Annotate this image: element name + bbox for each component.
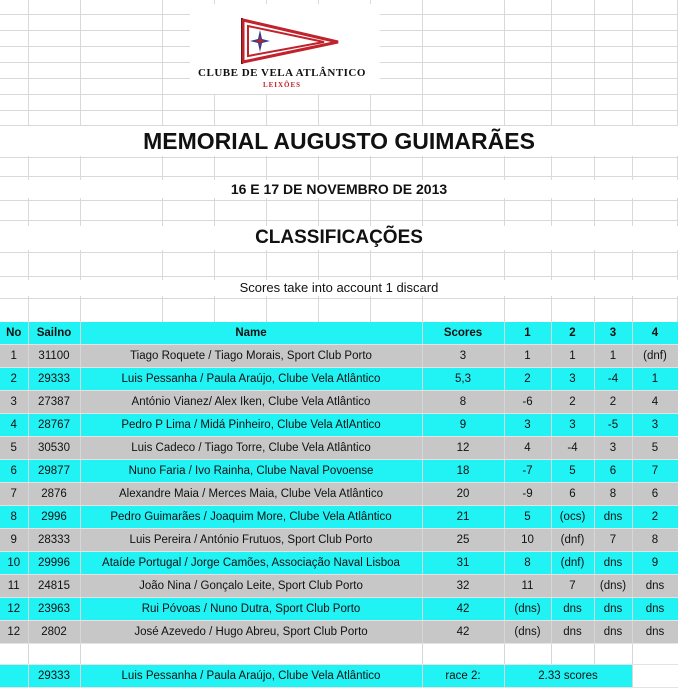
col-header-name: Name xyxy=(80,322,422,345)
cell-race-1: -9 xyxy=(504,483,551,506)
cell-name: José Azevedo / Hugo Abreu, Sport Club Porto xyxy=(80,621,422,644)
cell-race-2: 3 xyxy=(551,414,594,437)
cell-no: 11 xyxy=(0,575,28,598)
cell-scores: 32 xyxy=(422,575,504,598)
cell-race-4: 7 xyxy=(632,460,678,483)
cell-sailno: 30530 xyxy=(28,437,80,460)
cell-scores: 25 xyxy=(422,529,504,552)
table-row xyxy=(0,437,678,460)
cell-race-1: 4 xyxy=(504,437,551,460)
cell-no: 4 xyxy=(0,414,28,437)
col-header-race-2: 2 xyxy=(551,322,594,345)
cell-no: 8 xyxy=(0,506,28,529)
event-dates: 16 E 17 DE NOVEMBRO DE 2013 xyxy=(0,180,678,198)
cell-race-3: -5 xyxy=(594,414,632,437)
club-city: LEIXÕES xyxy=(262,81,302,89)
cell-race-4: 3 xyxy=(632,414,678,437)
table-row xyxy=(0,575,678,598)
cell-race-2: dns xyxy=(551,598,594,621)
table-row xyxy=(0,621,678,644)
cell-no: 3 xyxy=(0,391,28,414)
cell-race-4: 2 xyxy=(632,506,678,529)
cell-race-1: 1 xyxy=(504,345,551,368)
cell-sailno: 2802 xyxy=(28,621,80,644)
cell-race-3: dns xyxy=(594,552,632,575)
cell-scores: 18 xyxy=(422,460,504,483)
cell-race-1: 5 xyxy=(504,506,551,529)
table-row xyxy=(0,460,678,483)
cell-sailno: 29996 xyxy=(28,552,80,575)
scoring-note: Scores take into account 1 discard xyxy=(0,280,678,296)
col-header-race-3: 3 xyxy=(594,322,632,345)
cell-race-3: dns xyxy=(594,598,632,621)
cell-race-4: dns xyxy=(632,575,678,598)
cell-race-1: (dns) xyxy=(504,621,551,644)
cell-name: Luis Pessanha / Paula Araújo, Clube Vela Atlântico xyxy=(80,368,422,391)
col-header-sailno: Sailno xyxy=(28,322,80,345)
cell-race-4: dns xyxy=(632,598,678,621)
cell-race-4: 8 xyxy=(632,529,678,552)
cell-race-2: -4 xyxy=(551,437,594,460)
cell-scores: 31 xyxy=(422,552,504,575)
results-table xyxy=(0,322,678,688)
cell-race-1: 3 xyxy=(504,414,551,437)
spacer-row xyxy=(0,644,678,665)
cell-race-1: -6 xyxy=(504,391,551,414)
page-title: MEMORIAL AUGUSTO GUIMARÃES xyxy=(0,126,678,156)
cell-name: Pedro P Lima / Midá Pinheiro, Clube Vela AtlAntico xyxy=(80,414,422,437)
cell-sailno: 31100 xyxy=(28,345,80,368)
cell-name: Alexandre Maia / Merces Maia, Clube Vela Atlântico xyxy=(80,483,422,506)
cell-name: Luis Pereira / António Frutuos, Sport Club Porto xyxy=(80,529,422,552)
cell-race-2: (dnf) xyxy=(551,529,594,552)
summary-race: race 2: xyxy=(422,665,504,688)
cell-race-2: 7 xyxy=(551,575,594,598)
cell-race-4: 6 xyxy=(632,483,678,506)
table-row xyxy=(0,414,678,437)
cell-name: Luis Cadeco / Tiago Torre, Clube Vela Atlântico xyxy=(80,437,422,460)
cell-name: Nuno Faria / Ivo Rainha, Clube Naval Povoense xyxy=(80,460,422,483)
col-header-scores: Scores xyxy=(422,322,504,345)
cell-race-3: 8 xyxy=(594,483,632,506)
summary-no xyxy=(0,665,28,688)
col-header-no: No xyxy=(0,322,28,345)
cell-race-3: (dns) xyxy=(594,575,632,598)
cell-race-3: 1 xyxy=(594,345,632,368)
club-logo xyxy=(190,4,380,94)
cell-scores: 42 xyxy=(422,621,504,644)
cell-race-3: 7 xyxy=(594,529,632,552)
cell-scores: 8 xyxy=(422,391,504,414)
cell-sailno: 28333 xyxy=(28,529,80,552)
section-heading: CLASSIFICAÇÕES xyxy=(0,226,678,250)
cell-race-3: -4 xyxy=(594,368,632,391)
table-row xyxy=(0,345,678,368)
burgee-flag-icon xyxy=(240,18,340,64)
cell-race-2: (ocs) xyxy=(551,506,594,529)
cell-no: 2 xyxy=(0,368,28,391)
cell-no: 1 xyxy=(0,345,28,368)
cell-race-2: 3 xyxy=(551,368,594,391)
cell-scores: 21 xyxy=(422,506,504,529)
summary-row xyxy=(0,665,678,688)
cell-sailno: 29877 xyxy=(28,460,80,483)
cell-race-3: dns xyxy=(594,621,632,644)
cell-name: Rui Póvoas / Nuno Dutra, Sport Club Porto xyxy=(80,598,422,621)
cell-race-2: 5 xyxy=(551,460,594,483)
cell-race-1: 2 xyxy=(504,368,551,391)
table-row xyxy=(0,552,678,575)
cell-race-2: (dnf) xyxy=(551,552,594,575)
cell-scores: 42 xyxy=(422,598,504,621)
club-name: CLUBE DE VELA ATLÂNTICO xyxy=(198,67,366,79)
col-header-race-4: 4 xyxy=(632,322,678,345)
cell-race-4: dns xyxy=(632,621,678,644)
cell-sailno: 2996 xyxy=(28,506,80,529)
cell-race-1: 11 xyxy=(504,575,551,598)
table-row xyxy=(0,483,678,506)
cell-scores: 20 xyxy=(422,483,504,506)
summary-name: Luis Pessanha / Paula Araújo, Clube Vela Atlântico xyxy=(80,665,422,688)
cell-scores: 12 xyxy=(422,437,504,460)
cell-scores: 3 xyxy=(422,345,504,368)
cell-race-1: (dns) xyxy=(504,598,551,621)
cell-name: João Nina / Gonçalo Leite, Sport Club Porto xyxy=(80,575,422,598)
col-header-race-1: 1 xyxy=(504,322,551,345)
cell-name: Ataíde Portugal / Jorge Camões, Associação Naval Lisboa xyxy=(80,552,422,575)
cell-sailno: 29333 xyxy=(28,368,80,391)
cell-sailno: 2876 xyxy=(28,483,80,506)
cell-race-4: 1 xyxy=(632,368,678,391)
cell-no: 5 xyxy=(0,437,28,460)
cell-no: 9 xyxy=(0,529,28,552)
cell-race-4: 5 xyxy=(632,437,678,460)
cell-sailno: 24815 xyxy=(28,575,80,598)
cell-race-3: 6 xyxy=(594,460,632,483)
table-row xyxy=(0,506,678,529)
cell-no: 7 xyxy=(0,483,28,506)
cell-no: 10 xyxy=(0,552,28,575)
cell-name: António Vianez/ Alex Iken, Clube Vela Atlântico xyxy=(80,391,422,414)
cell-race-3: dns xyxy=(594,506,632,529)
cell-race-3: 2 xyxy=(594,391,632,414)
cell-sailno: 27387 xyxy=(28,391,80,414)
cell-name: Tiago Roquete / Tiago Morais, Sport Club Porto xyxy=(80,345,422,368)
cell-race-1: 10 xyxy=(504,529,551,552)
cell-race-4: 9 xyxy=(632,552,678,575)
cell-sailno: 28767 xyxy=(28,414,80,437)
cell-race-2: dns xyxy=(551,621,594,644)
cell-no: 12 xyxy=(0,598,28,621)
cell-name: Pedro Guimarães / Joaquim More, Clube Vela Atlântico xyxy=(80,506,422,529)
table-row xyxy=(0,529,678,552)
cell-race-2: 6 xyxy=(551,483,594,506)
table-row xyxy=(0,598,678,621)
summary-scores: 2.33 scores xyxy=(504,665,632,688)
cell-sailno: 23963 xyxy=(28,598,80,621)
cell-no: 12 xyxy=(0,621,28,644)
cell-race-1: 8 xyxy=(504,552,551,575)
cell-race-4: (dnf) xyxy=(632,345,678,368)
cell-scores: 5,3 xyxy=(422,368,504,391)
cell-race-1: -7 xyxy=(504,460,551,483)
cell-race-4: 4 xyxy=(632,391,678,414)
summary-sailno: 29333 xyxy=(28,665,80,688)
cell-race-3: 3 xyxy=(594,437,632,460)
cell-race-2: 2 xyxy=(551,391,594,414)
cell-no: 6 xyxy=(0,460,28,483)
header-row xyxy=(0,322,678,345)
table-row xyxy=(0,391,678,414)
cell-scores: 9 xyxy=(422,414,504,437)
table-row xyxy=(0,368,678,391)
cell-race-2: 1 xyxy=(551,345,594,368)
